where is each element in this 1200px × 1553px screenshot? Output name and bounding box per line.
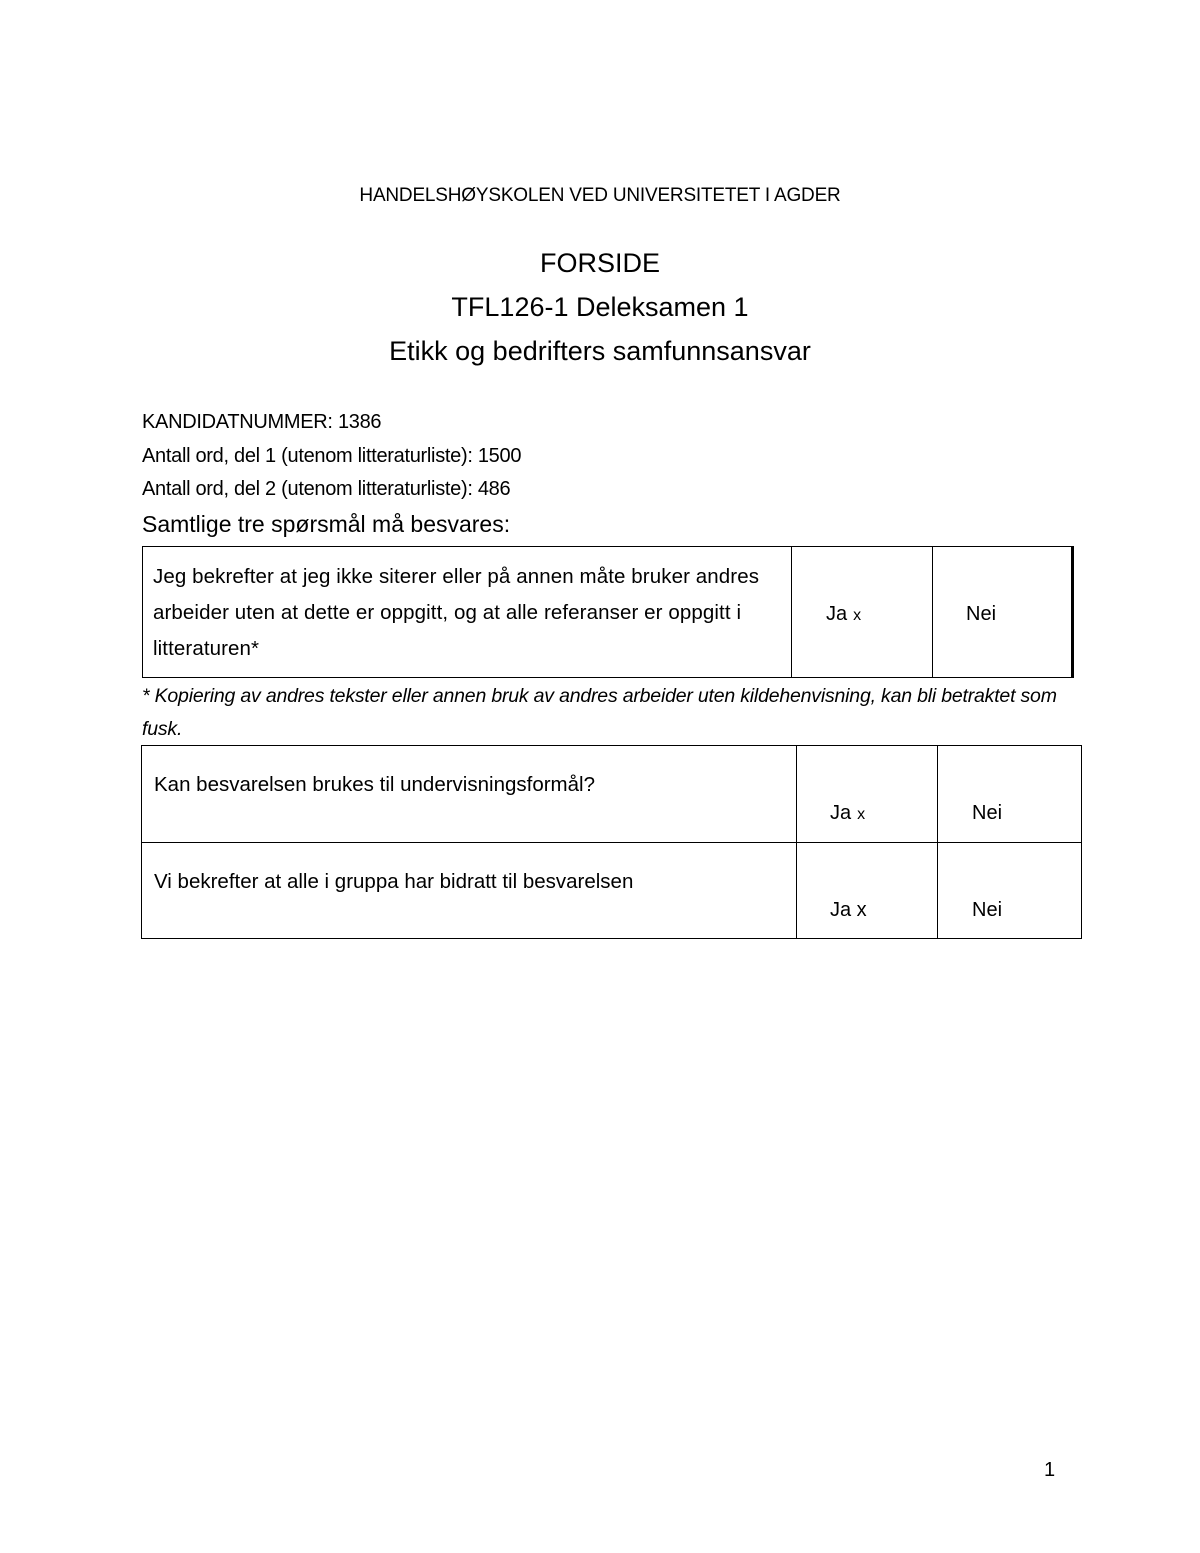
declaration-no-cell: Nei: [966, 603, 997, 625]
table-row: [142, 842, 1081, 939]
yes-label: Ja: [826, 603, 848, 625]
subject-title: Etikk og bedrifters samfunnsansvar: [389, 336, 811, 366]
table-divider: [796, 746, 797, 842]
table-divider: [796, 843, 797, 939]
declaration-statement: Jeg bekrefter at jeg ikke siterer eller på annen måte bruker andres arbeider uten at dette er oppgitt, og at alle referanser er oppgitt i litteraturen*: [153, 565, 760, 660]
yes-mark: x: [853, 607, 862, 624]
question-yes-cell: Ja x: [830, 899, 867, 921]
question-text: Kan besvarelsen brukes til undervisningsformål?: [154, 773, 595, 796]
table-divider: [937, 843, 938, 939]
declaration-yes-cell: [826, 603, 861, 626]
question-text: Vi bekrefter at alle i gruppa har bidratt til besvarelsen: [154, 870, 634, 893]
candidate-number: KANDIDATNUMMER: 1386: [142, 411, 382, 433]
table-divider: [937, 746, 938, 842]
all-questions-instruction: Samtlige tre spørsmål må besvares:: [142, 511, 511, 537]
page-number: 1: [1044, 1459, 1056, 1481]
declaration-table: [142, 546, 1074, 678]
table-divider: [932, 547, 933, 677]
yes-mark: x: [857, 806, 866, 823]
table-divider: [791, 547, 792, 677]
university-name: HANDELSHØYSKOLEN VED UNIVERSITETET I AGDER: [359, 185, 841, 206]
table-row: [142, 746, 1081, 842]
word-count-part2: Antall ord, del 2 (utenom litteraturliste): 486: [142, 478, 511, 500]
question-yes-cell: [830, 802, 865, 825]
cover-title: FORSIDE: [539, 248, 660, 278]
footnote: * Kopiering av andres tekster eller annen bruk av andres arbeider uten kildehenvisning, kan bli betraktet som fusk.: [142, 685, 1057, 740]
questions-table: [141, 745, 1082, 939]
question-no-cell: Nei: [972, 802, 1003, 824]
yes-label: Ja: [830, 802, 852, 824]
question-no-cell: Nei: [972, 899, 1003, 921]
course-title: TFL126-1 Deleksamen 1: [451, 292, 749, 322]
word-count-part1: Antall ord, del 1 (utenom litteraturliste): 1500: [142, 445, 522, 467]
